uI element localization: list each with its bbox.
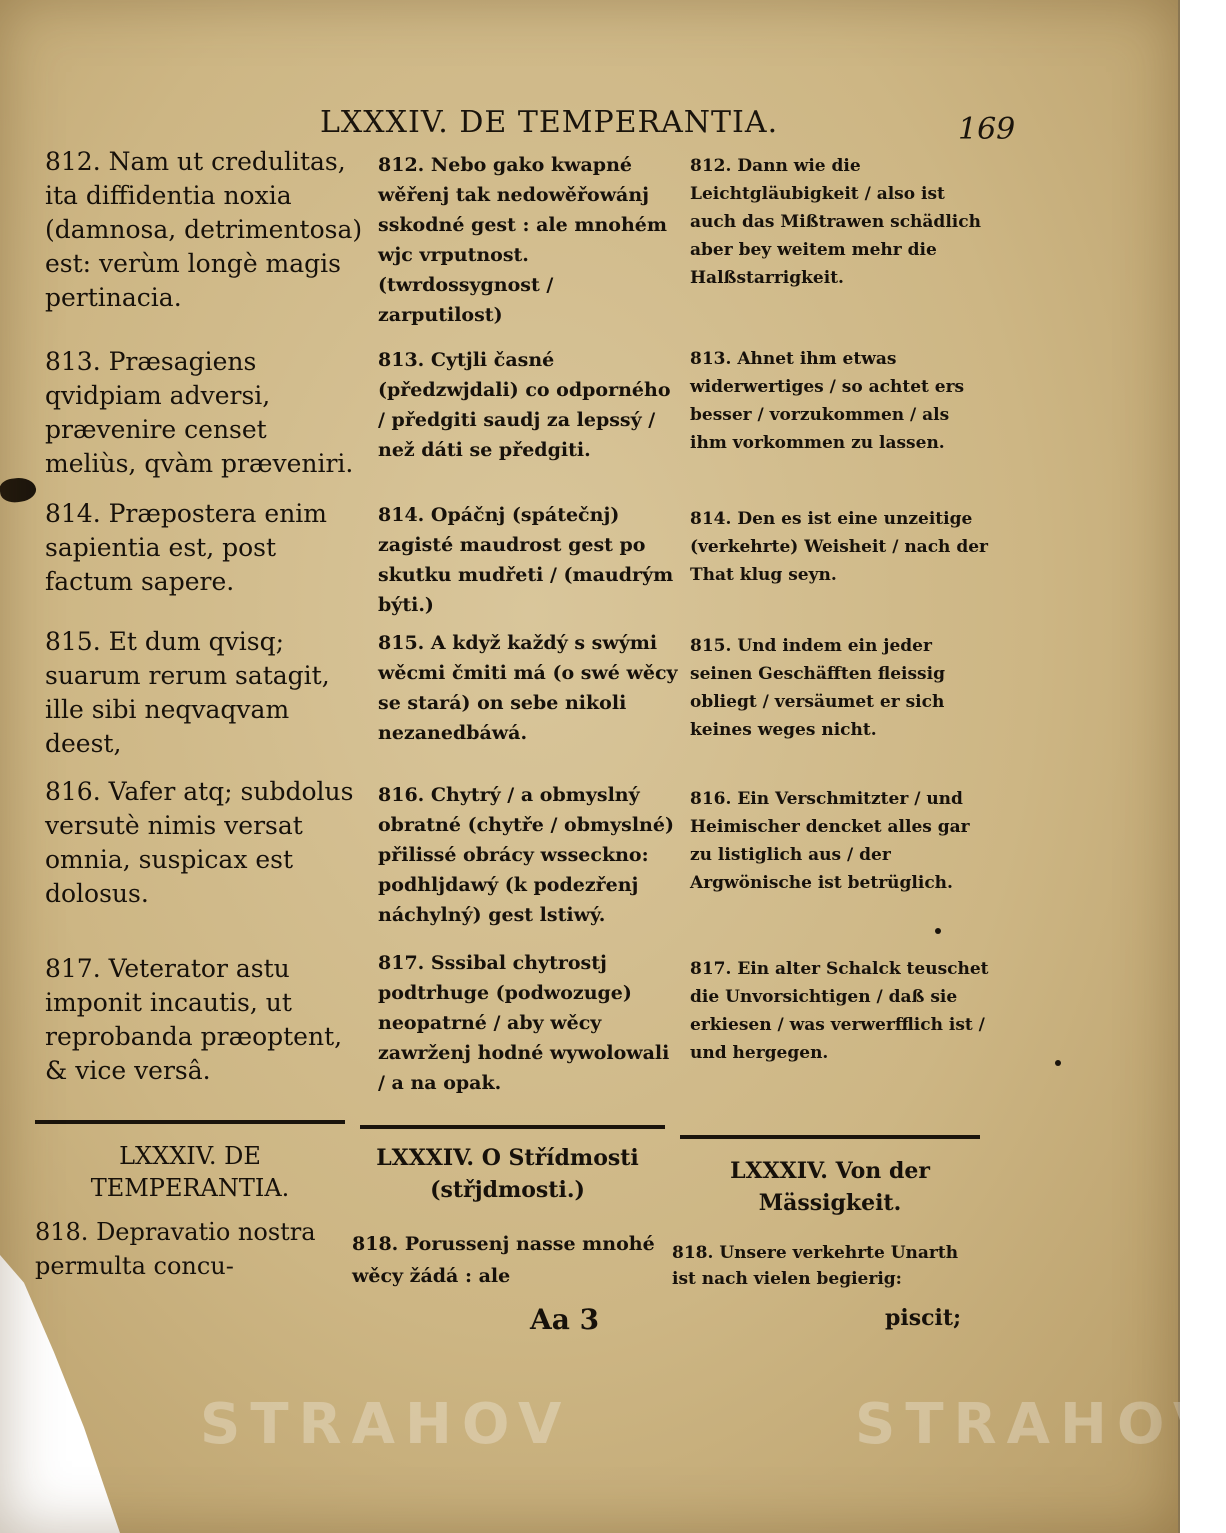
latin-entry-815: 815. Et dum qvisq; suarum rerum satagit, ille sibi neqvaqvam deest, xyxy=(45,627,330,758)
latin-entry-812: 812. Nam ut credulitas, ita diffidentia noxia (damnosa, detrimentosa) est: verùm longè magis pertinacia. xyxy=(45,147,363,312)
section-rule-german xyxy=(680,1135,980,1139)
watermark-left: STRAHOV xyxy=(200,1392,572,1457)
latin-column xyxy=(45,0,365,1533)
catchword: piscit; xyxy=(885,1305,962,1331)
latin-entry-813: 813. Præsagiens qvidpiam adversi, prævenire censet meliùs, qvàm præveniri. xyxy=(45,347,354,478)
czech-entry-813: 813. Cytjli časné (předzwjdali) co odporného / předgiti saudj za lepssý / než dáti se předgiti. xyxy=(378,349,671,461)
german-entry-813: 813. Ahnet ihm etwas widerwertiges / so achtet ers besser / vorzukommen / als ihm vorkommen zu lassen. xyxy=(690,349,965,453)
german-entry-814: 814. Den es ist eine unzeitige (verkehrte) Weisheit / nach der That klug seyn. xyxy=(690,509,988,585)
ink-dot xyxy=(1055,1060,1061,1066)
german-entry-815: 815. Und indem ein jeder seinen Geschäfften fleissig obliegt / versäumet er sich keines weges nicht. xyxy=(690,636,945,740)
german-entry-812: 812. Dann wie die Leichtgläubigkeit / also ist auch das Mißtrawen schädlich aber bey weitem mehr die Halßstarrigkeit. xyxy=(690,156,981,288)
latin-entry-814: 814. Præpostera enim sapientia est, post factum sapere. xyxy=(45,499,328,596)
czech-entry-814: 814. Opáčnj (spátečnj) zagisté maudrost gest po skutku mudřeti / (maudrým býti.) xyxy=(378,504,674,616)
german-entry-817: 817. Ein alter Schalck teuschet die Unvorsichtigen / daß sie erkiesen / was verwerfflich ist / und hergegen. xyxy=(690,959,989,1063)
german-entry-816: 816. Ein Verschmitzter / und Heimischer dencket alles gar zu listiglich aus / der Argwönische ist betrüglich. xyxy=(690,789,970,893)
czech-entry-817: 817. Sssibal chytrostj podtrhuge (podwozuge) neopatrné / aby wěcy zawrženj hodné wywolowali / a na opak. xyxy=(378,952,670,1094)
czech-entry-816: 816. Chytrý / a obmyslný obratné (chytře / obmyslné) přilissé obrácy wsseckno: podhljdawý (k podezřenj náchylný) gest lstiwý. xyxy=(378,784,674,926)
section-heading-latin: LXXXIV. DE TEMPERANTIA. xyxy=(90,1142,290,1202)
czech-entry-812: 812. Nebo gako kwapné wěřenj tak nedowěřowánj sskodné gest : ale mnohém wjc vrputnost. (twrdossygnost / zarputilost) xyxy=(378,154,667,326)
section-rule-latin xyxy=(35,1120,345,1124)
signature-mark: Aa 3 xyxy=(530,1303,600,1336)
german-entry-818: 818. Unsere verkehrte Unarth ist nach vielen begierig: xyxy=(672,1243,959,1289)
latin-entry-817: 817. Veterator astu imponit incautis, ut reprobanda præoptent, & vice versâ. xyxy=(45,954,343,1085)
czech-entry-815: 815. A když každý s swými wěcmi čmiti má (o swé wěcy se stará) on sebe nikoli nezanedbáwá. xyxy=(378,632,678,744)
running-title: LXXXIV. DE TEMPERANTIA. xyxy=(320,105,779,140)
czech-column xyxy=(378,0,678,1533)
german-column xyxy=(690,0,990,1533)
page-number: 169 xyxy=(958,112,1016,147)
section-heading-german: LXXXIV. Von der Mässigkeit. xyxy=(730,1158,930,1216)
ink-blot xyxy=(0,476,37,505)
watermark-right: STRAHOV xyxy=(855,1392,1226,1457)
section-rule-czech xyxy=(360,1125,665,1129)
section-heading-czech: LXXXIV. O Střídmosti (střjdmosti.) xyxy=(376,1145,639,1203)
czech-entry-818: 818. Porussenj nasse mnohé wěcy žádá : ale xyxy=(352,1233,655,1287)
latin-entry-816: 816. Vafer atq; subdolus versutè nimis versat omnia, suspicax est dolosus. xyxy=(45,777,354,908)
latin-entry-818: 818. Depravatio nostra permulta concu- xyxy=(35,1218,316,1280)
